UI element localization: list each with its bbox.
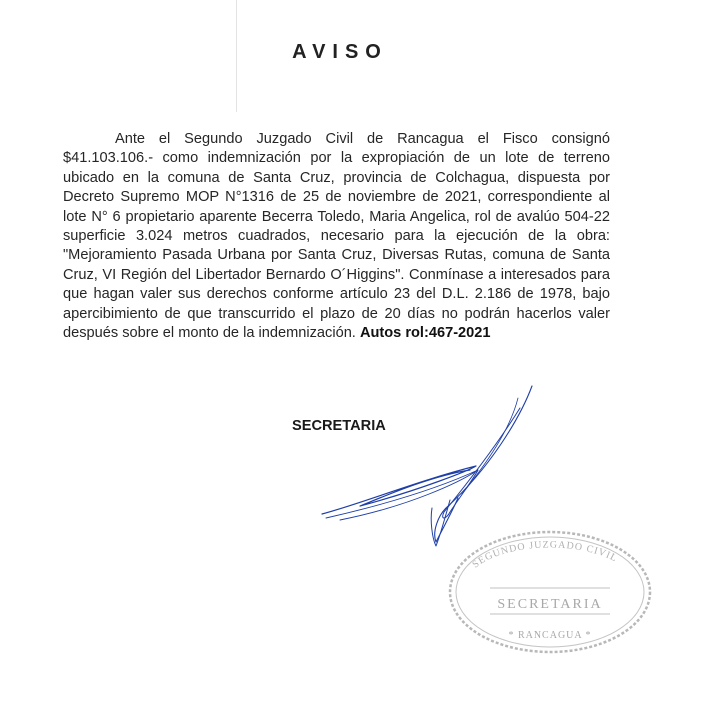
- stamp-top-text: SEGUNDO JUZGADO CIVIL: [470, 539, 620, 571]
- stamp-center-text: SECRETARIA: [497, 597, 603, 612]
- signature-stroke-3: [435, 386, 532, 542]
- signature-stroke-2: [326, 470, 478, 520]
- signatory-label: SECRETARIA: [292, 418, 386, 434]
- case-reference: Autos rol:467-2021: [359, 325, 491, 342]
- stamp-bottom-text: * RANCAGUA *: [508, 630, 592, 641]
- notice-body-text: Ante el Segundo Juzgado Civil de Rancagua el Fisco consignó $41.103.106.- como indemnización por la expropiación de un lote de terreno ubicado en la comuna de Santa Cruz, provincia de Colchagua, dispuesta por Decreto Supremo MOP N°1316 de 25 de noviembre de 2021, correspondiente al lote N° 6 propietario aparente Becerra Toledo, Maria Angelica, rol de avalúo 504-22 superficie 3.024 metros cuadrados, necesario para la ejecución de la obra: "Mejoramiento Pasada Urbana por Santa Cruz, Diversas Rutas, comuna de Santa Cruz, VI Región del Libertador Bernardo O´Higgins". Conmínase a interesados para que hagan valer sus derechos conforme artículo 23 del D.L. 2.186 de 1978, bajo apercibimiento de que transcurrido el plazo de 20 días no podrán hacerlos valer después sobre el monto de la indemnización.: [63, 131, 610, 342]
- signature-stroke-1: [322, 466, 476, 514]
- signature-stroke-6: [462, 398, 518, 494]
- document-title: AVISO: [292, 41, 388, 63]
- court-seal-stamp: [440, 520, 660, 660]
